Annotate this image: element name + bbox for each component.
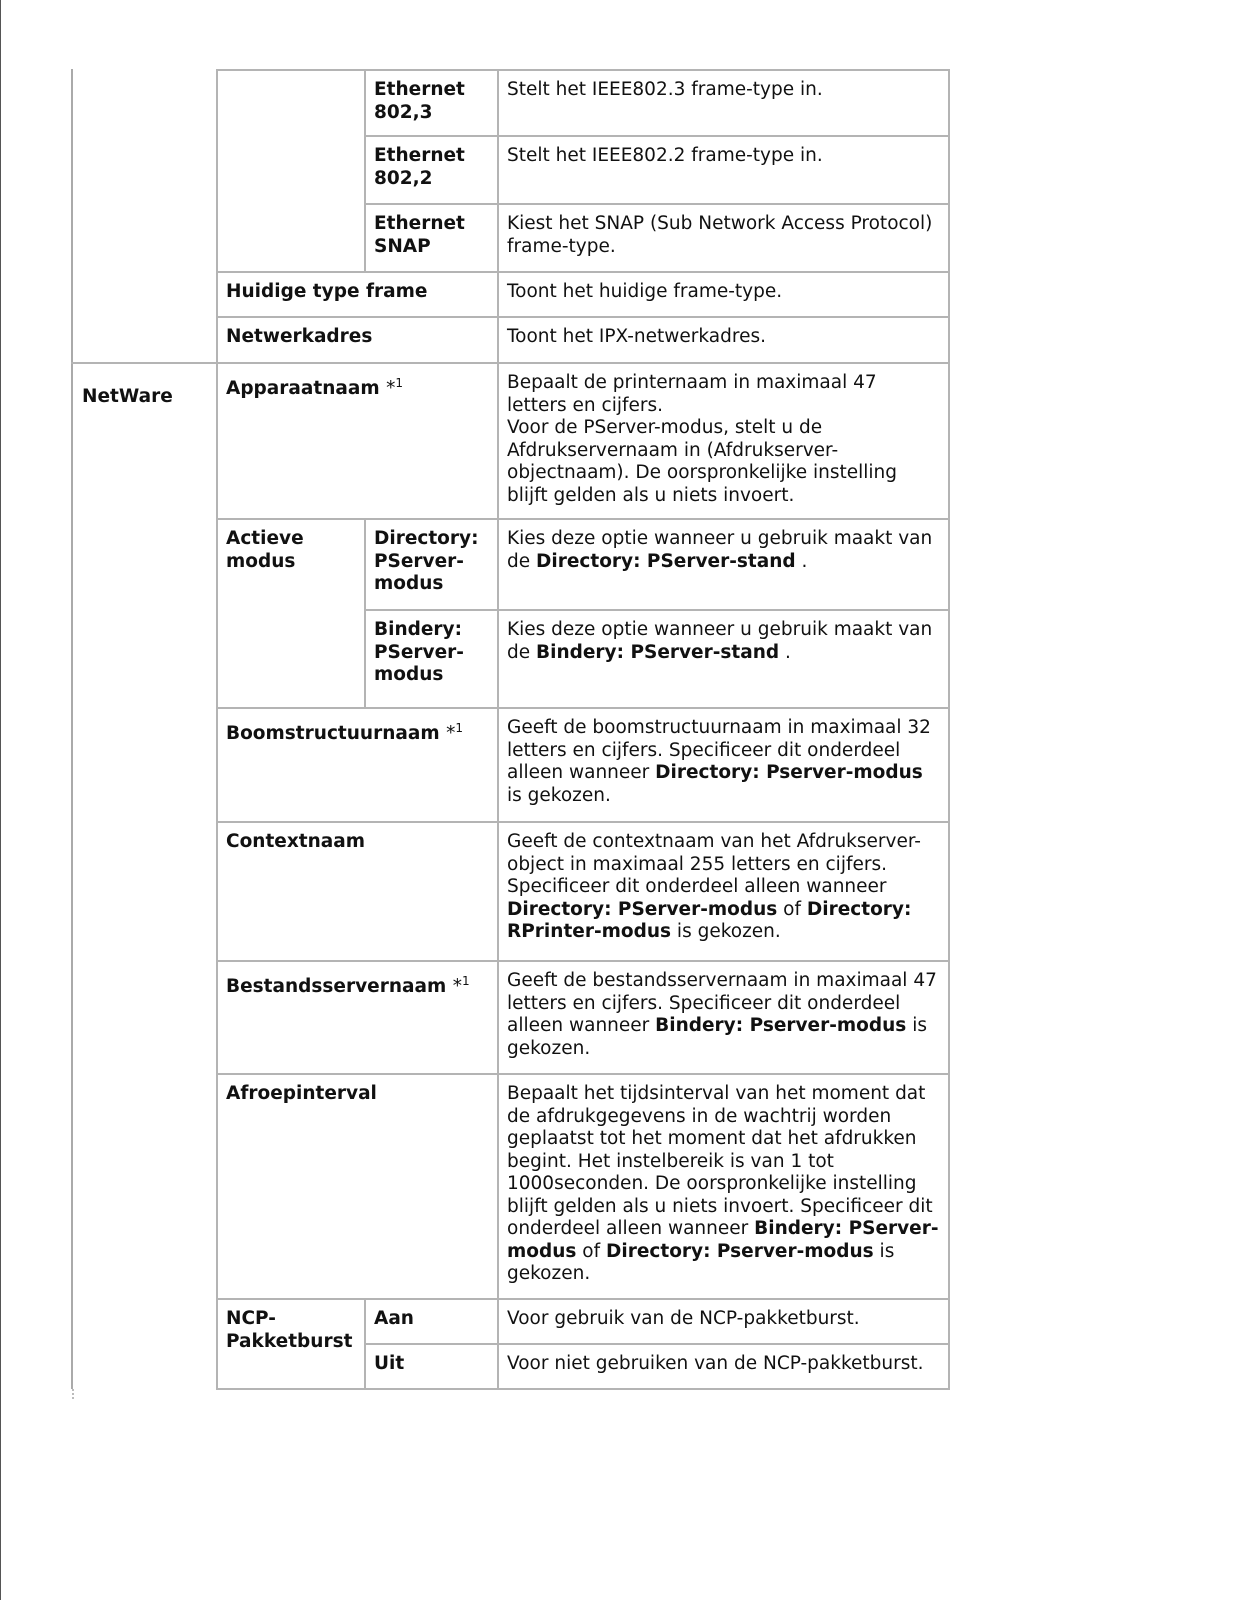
option-bindery-pserver: Bindery: PServer-modus [364,609,499,709]
desc-text-run: Stelt het IEEE802.2 frame-type in. [507,145,823,166]
desc-ethernet-snap [497,203,950,273]
desc-ethernet-8023 [497,69,950,137]
desc-text-run: Kies deze optie wanneer u gebruik maakt van de [507,619,939,663]
setting-boomstructuurnaam: Boomstructuurnaam *$^1$ [216,707,499,823]
desc-directory-pserver [497,518,950,611]
desc-huidige-type-frame [497,271,950,318]
desc-bestandsservernaam [497,960,950,1075]
desc-text-run: Toont het IPX-netwerkadres. [507,326,766,347]
desc-netwerkadres [497,316,950,364]
desc-bindery-pserver [497,609,950,709]
desc-text-run: . [779,641,791,663]
desc-text-run: is gekozen. [507,762,929,806]
desc-text-run: Voor gebruik van de NCP-pakketburst. [507,1308,860,1329]
desc-text-run: Voor niet gebruiken van de NCP-pakketburst. [507,1353,924,1374]
desc-text-run: Geeft de boomstructuurnaam in maximaal 32 letters en cijfers. Specificeer dit onderdeel alleen wanneer [507,717,937,783]
desc-text-run: Bepaalt de printernaam in maximaal 47 letters en cijfers. Voor de PServer-modus, stelt u de Afdrukservernaam in (Afdrukserver-objectnaam). De oorspronkelijke instelling blijft gelden als u niets invoert. [507,372,897,506]
desc-text-run: is gekozen. [671,921,781,942]
setting-contextnaam: Contextnaam [216,821,499,962]
table-bottom-stub [72,1389,74,1399]
desc-bold-run: Bindery: PServer-modus [507,1218,939,1262]
section-label-netware: NetWare [82,386,173,407]
desc-text-run: is gekozen. [507,1015,933,1059]
option-directory-pserver: Directory: PServer-modus [364,518,499,611]
netware-divider [71,362,218,364]
desc-boomstructuurnaam [497,707,950,823]
desc-text-run: Bepaalt het tijdsinterval van het moment dat de afdrukgegevens in de wachtrij worden geplaatst tot het moment dat het afdrukken begint. Het instelbereik is van 1 tot 1000seconden. De oorspronkelijke instelling blijft gelden als u niets invoert. Specificeer dit onderdeel alleen wanneer [507,1083,939,1239]
desc-bold-run: Directory: Pserver-modus [655,762,923,783]
desc-bold-run: Bindery: Pserver-modus [655,1015,907,1036]
desc-text-run: Kiest het SNAP (Sub Network Access Protocol) frame-type. [507,213,939,257]
setting-ncp-pakketburst: NCP-Pakketburst [216,1298,366,1390]
option-ethernet-8022: Ethernet 802,2 [364,135,499,205]
desc-text-run: of [777,898,807,920]
setting-bestandsservernaam: Bestandsservernaam *$^1$ [216,960,499,1075]
setting-actieve-modus: Actieve modus [216,518,366,709]
setting-apparaatnaam: Apparaatnaam *$^1$ [216,362,499,520]
desc-text-run: Geeft de contextnaam van het Afdrukserver-object in maximaal 255 letters en cijfers. Specificeer dit onderdeel alleen wanneer [507,831,921,897]
desc-bold-run: Directory: RPrinter-modus [507,898,918,942]
option-ncp-aan: Aan [364,1298,499,1345]
desc-afroepinterval [497,1073,950,1300]
page-edge-line [0,0,1,1600]
desc-text-run: Stelt het IEEE802.3 frame-type in. [507,79,823,100]
desc-apparaatnaam [497,362,950,520]
desc-text-run: Kies deze optie wanneer u gebruik maakt van de [507,528,939,572]
option-ethernet-snap: Ethernet SNAP [364,203,499,273]
desc-ethernet-8022 [497,135,950,205]
option-ethernet-8023: Ethernet 802,3 [364,69,499,137]
desc-bold-run: Directory: PServer-stand [536,550,796,572]
option-ncp-uit: Uit [364,1343,499,1390]
desc-ncp-uit [497,1343,950,1390]
desc-bold-run: Directory: Pserver-modus [606,1240,874,1262]
desc-text-run: of [576,1240,607,1262]
group-cell-frame-type [216,69,366,273]
desc-contextnaam [497,821,950,962]
setting-afroepinterval: Afroepinterval [216,1073,499,1300]
desc-text-run: Toont het huidige frame-type. [507,281,783,302]
desc-text-run: Geeft de bestandsservernaam in maximaal 47 letters en cijfers. Specificeer dit onderdeel alleen wanneer [507,970,943,1036]
setting-huidige-type-frame: Huidige type frame [216,271,499,318]
setting-netwerkadres: Netwerkadres [216,316,499,364]
desc-text-run: . [795,550,808,572]
desc-text-run: is gekozen. [507,1240,901,1284]
desc-bold-run: Bindery: PServer-stand [536,641,780,663]
desc-ncp-aan [497,1298,950,1345]
desc-bold-run: Directory: PServer-modus [507,898,778,920]
